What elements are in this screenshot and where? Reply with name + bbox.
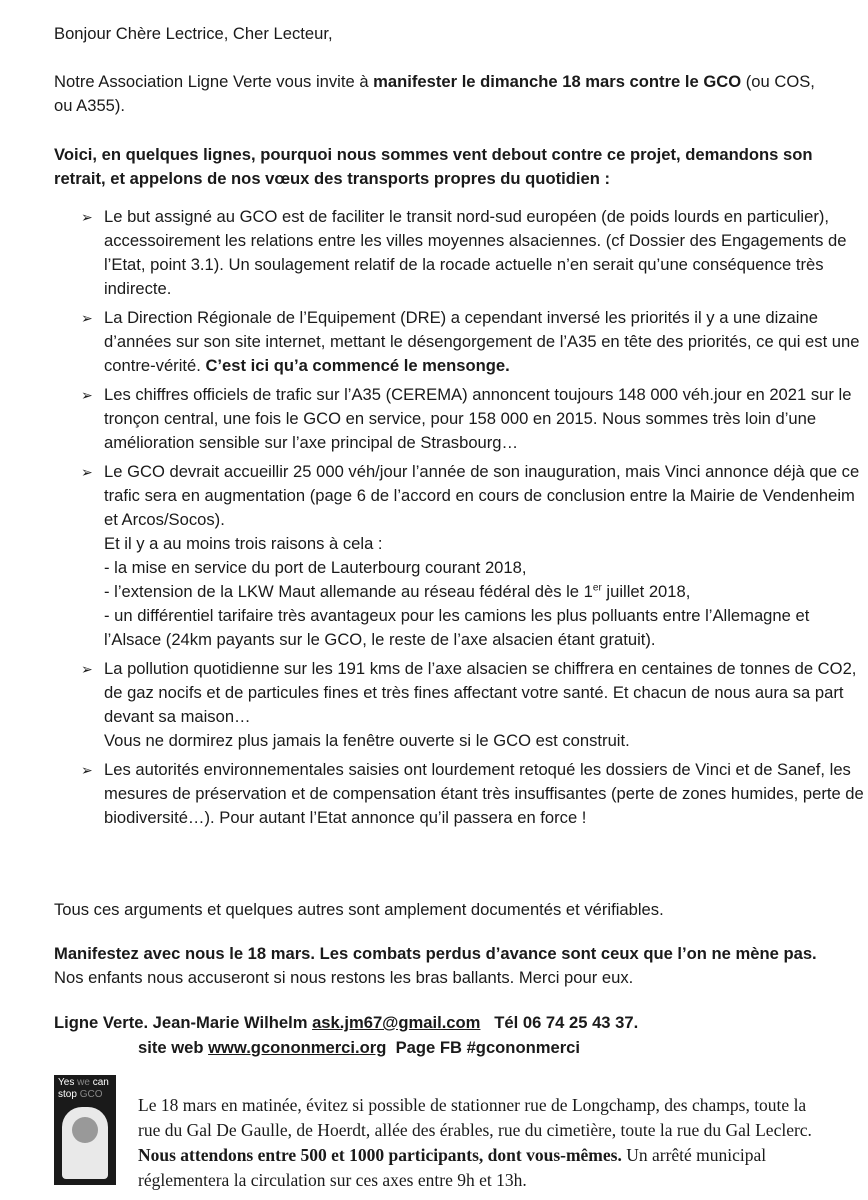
bullet-continuation: Vous ne dormirez plus jamais la fenêtre ouverte si le GCO est construit. <box>104 731 630 750</box>
greeting: Bonjour Chère Lectrice, Cher Lecteur, <box>54 24 333 43</box>
email-link[interactable]: ask.jm67@gmail.com <box>312 1013 481 1032</box>
yes-we-can-stop-gco-logo <box>54 1075 116 1185</box>
website-link[interactable]: www.gcononmerci.org <box>208 1038 387 1057</box>
list-item <box>54 657 864 729</box>
logo-word-gco: GCO <box>79 1089 103 1100</box>
logo-line-1 <box>58 1077 109 1089</box>
voici-heading: Voici, en quelques lignes, pourquoi nous sommes vent debout contre ce projet, demandons son retrait, et appelons de nos vœux des transports propres du quotidien : <box>54 145 813 188</box>
manifestez-normal: Nos enfants nous accuseront si nous restons les bras ballants. Merci pour eux. <box>54 968 634 987</box>
intro-text-bold: manifester le dimanche 18 mars contre le GCO <box>373 72 742 91</box>
bullet-continuation: - un différentiel tarifaire très avantageux pour les camions les plus polluants entre l’Allemagne et l’Alsace (24km payants sur le GCO, le reste de l’axe alsacien étant gratuit). <box>104 606 810 649</box>
logo-line-2 <box>58 1089 102 1101</box>
footer-bold: Nous attendons entre 500 et 1000 participants, dont vous-mêmes. <box>138 1144 622 1165</box>
list-item <box>54 306 864 378</box>
facebook-page: Page FB #gcononmerci <box>395 1038 580 1057</box>
intro-text-a: Notre Association Ligne Verte vous invite à <box>54 72 374 91</box>
lkw-text-a: - l’extension de la LKW Maut allemande au réseau fédéral dès le 1 <box>104 582 593 601</box>
logo-word-yes: Yes <box>58 1077 75 1088</box>
manifestez-bold: Manifestez avec nous le 18 mars. Les combats perdus d’avance sont ceux que l’on ne mène pas. <box>54 944 817 963</box>
arrow-bullet-icon: ➢ <box>81 387 93 403</box>
website-line <box>138 1036 868 1060</box>
phone-number: Tél 06 74 25 43 37. <box>494 1013 639 1032</box>
intro-text-c: (ou COS, ou A355). <box>54 72 815 115</box>
lkw-text-b: juillet 2018, <box>601 582 691 601</box>
logo-face-icon <box>72 1117 98 1143</box>
footer-notice <box>138 1093 828 1193</box>
bullet-continuation: - la mise en service du port de Lauterbourg courant 2018, <box>104 558 527 577</box>
footer-text: Le 18 mars en matinée, évitez si possible de stationner rue de Longchamp, des champs, toute la rue du Gal De Gaulle, de Hoerdt, allée des érables, rue du cimetière, toute la rue du Gal Leclerc. <box>138 1094 812 1140</box>
bullet-text: Les chiffres officiels de trafic sur l’A35 (CEREMA) annoncent toujours 148 000 véh.jour en 2021 sur le tronçon central, une fois le GCO en service, pour 158 000 en 2015. Nous sommes très loin d’une amélioration sensible sur l’axe principal de Strasbourg… <box>104 385 852 452</box>
bullet-text: Le GCO devrait accueillir 25 000 véh/jour l’année de son inauguration, mais Vinci annonce déjà que ce trafic sera en augmentation (page 6 de l’accord en cours de conclusion entre la Mairie de Vendenheim et Arcos/Socos). <box>104 462 860 529</box>
bullet-text: Le but assigné au GCO est de faciliter le transit nord-sud européen (de poids lourds en particulier), accessoirement les relations entre les villes moyennes alsaciennes. (cf Dossier des Engagements de l’Etat, point 3.1). Un soulagement relatif de la rocade actuelle n’en serait qu’une conséquence très indirecte. <box>104 207 847 298</box>
site-label: site web <box>138 1038 209 1057</box>
bullet-text: La Direction Régionale de l’Equipement (DRE) a cependant inversé les priorités il y a une dizaine d’années sur son site internet, mettant le désengorgement de l’A35 en tête des priorités, ce qui est une contre-vérité. <box>104 308 860 375</box>
bullet-continuation: Et il y a au moins trois raisons à cela : <box>104 534 383 553</box>
list-item <box>54 205 864 301</box>
logo-word-can: can <box>92 1077 109 1088</box>
logo-word-we: we <box>77 1077 90 1088</box>
arrow-bullet-icon: ➢ <box>81 661 93 677</box>
bullet-continuation <box>54 580 864 604</box>
signature-name: Ligne Verte. Jean-Marie Wilhelm <box>54 1013 313 1032</box>
list-item <box>54 383 864 455</box>
footer-end: Un arrêté municipal réglementera la circulation sur ces axes entre 9h et 13h. <box>138 1144 767 1190</box>
arguments-text: Tous ces arguments et quelques autres sont amplement documentés et vérifiables. <box>54 900 664 919</box>
arrow-bullet-icon: ➢ <box>81 310 93 326</box>
list-item <box>54 460 864 532</box>
superscript: er <box>592 582 602 594</box>
bullet-text-bold: C’est ici qu’a commencé le mensonge. <box>205 356 510 375</box>
bullet-text: La pollution quotidienne sur les 191 kms de l’axe alsacien se chiffrera en centaines de tonnes de CO2, de gaz nocifs et de particules fines et très fines affectant votre santé. Et chacun de nous aura sa part devant sa maison… <box>104 659 857 726</box>
arrow-bullet-icon: ➢ <box>81 762 93 778</box>
signature-line <box>54 1011 834 1035</box>
list-item <box>54 758 864 830</box>
argument-list <box>54 205 864 835</box>
arrow-bullet-icon: ➢ <box>81 464 93 480</box>
logo-word-stop: stop <box>58 1089 77 1100</box>
arrow-bullet-icon: ➢ <box>81 209 93 225</box>
intro-paragraph <box>54 70 834 118</box>
bullet-text: Les autorités environnementales saisies ont lourdement retoqué les dossiers de Vinci et de Sanef, les mesures de préservation et de compensation étant très insuffisantes (perte de zones humides, perte de biodiversité…). Pour autant l’Etat annonce qu’il passera en force ! <box>104 760 864 827</box>
